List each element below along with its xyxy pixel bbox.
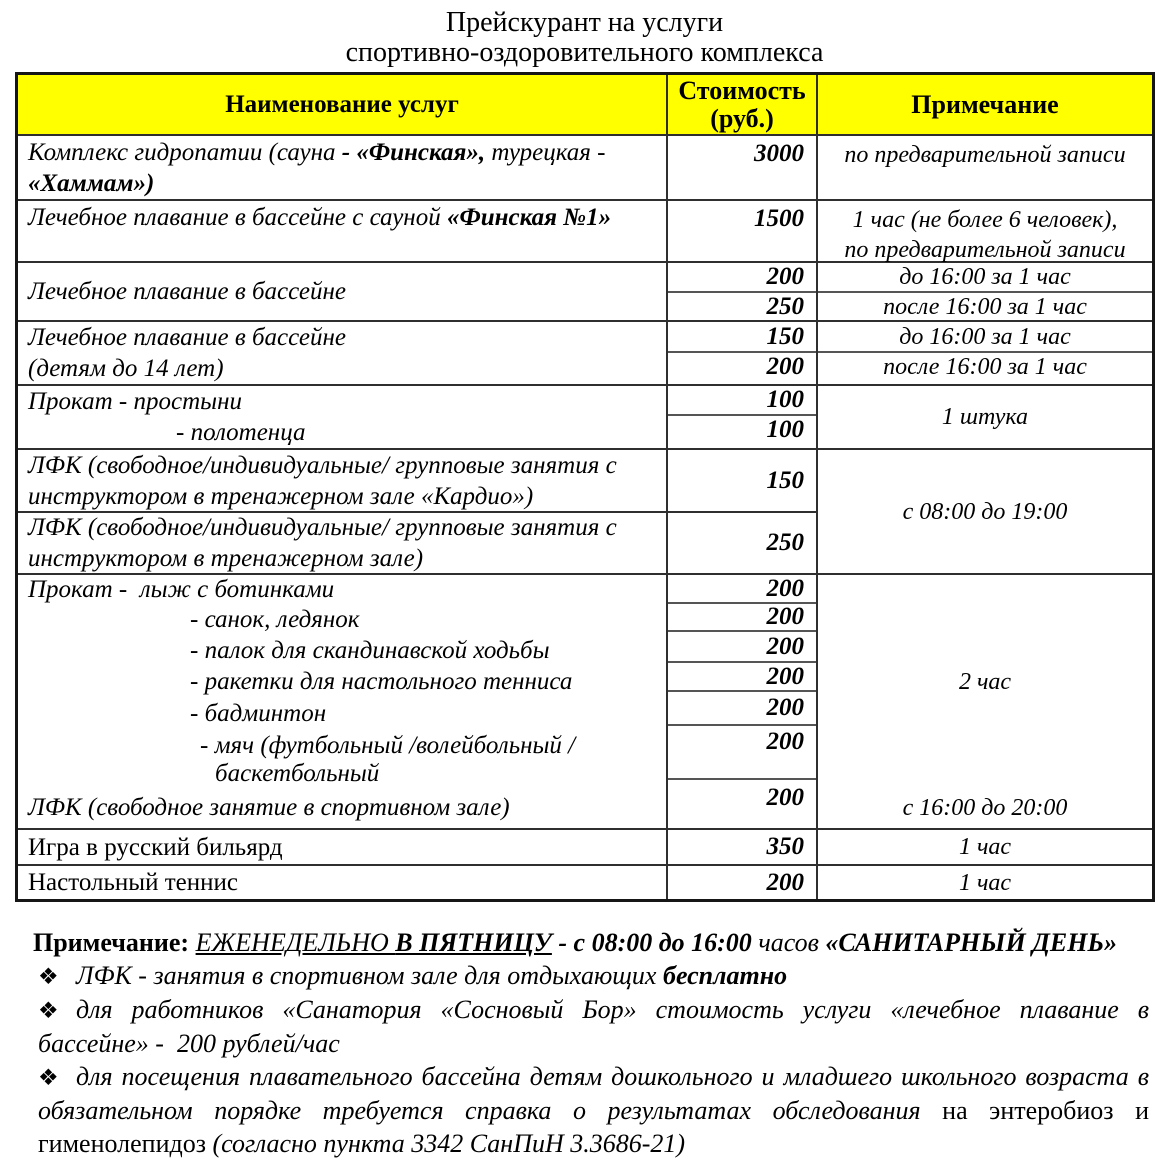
note-value: после 16:00 за 1 час [818, 291, 1152, 320]
service-name-column [18, 450, 668, 573]
price-value: 350 [766, 833, 804, 860]
diamond-bullet-icon: ❖ [38, 998, 59, 1023]
note-bullet-lfk-free: ❖ ЛФК - занятия в спортивном зале для отдыхающих бесплатно [33, 959, 1149, 993]
row-hydropathy-complex [18, 134, 1152, 199]
service-name-line1: Прокат - простыни [28, 388, 242, 415]
price-value: 200 [766, 574, 804, 602]
rental-item-sleds: - санок, ледянок [190, 605, 360, 633]
note-value: 1 час [958, 834, 1012, 860]
row-linen-rental [18, 384, 1152, 448]
note-value: после 16:00 за 1 час [818, 351, 1152, 381]
service-name: Настольный теннис [18, 866, 668, 899]
note-cell [818, 386, 1152, 448]
note-cell [818, 263, 1152, 320]
price-value: 100 [766, 386, 804, 413]
title-line-2: спортивно-оздоровительного комплекса [345, 37, 824, 68]
price-value: 200 [668, 778, 816, 816]
rental-item-badminton: - бадминтон [190, 700, 327, 727]
row-pool-swimming [18, 261, 1152, 320]
rental-item-skis: Прокат - лыж с ботинками [28, 576, 335, 603]
price-value: 200 [766, 868, 804, 896]
price-cell [668, 575, 818, 828]
service-name: Игра в русский бильярд [18, 830, 668, 864]
service-name-line2: (детям до 14 лет) [28, 355, 224, 382]
rental-item-tt-rackets: - ракетки для настольного тенниса [190, 667, 573, 695]
notes-section [33, 926, 1149, 1160]
row-billiards [18, 828, 1152, 864]
weekly-friday-underlined: ЕЖЕНЕДЕЛЬНО В ПЯТНИЦУ [195, 928, 552, 957]
service-name [18, 322, 668, 384]
price-cell [668, 450, 818, 573]
price-cell [668, 201, 818, 261]
price-cell [668, 263, 818, 320]
note-value: 1 час [958, 869, 1012, 896]
service-name-text: Лечебное плавание в бассейне с сауной «Финская №1» [28, 204, 612, 231]
price-value: 1500 [754, 205, 804, 232]
service-name-text: Комплекс гидропатии (сауна - «Финская», турецкая - «Хаммам») [28, 139, 606, 197]
price-value: 200 [668, 630, 816, 661]
note-bullet-children-certificate: ❖ для посещения плавательного бассейна детям дошкольного и младшего школьного возраста в обязательном порядке требуется справка о результатах обследования на энтеробиоз и гименолепидоз (согласно пункта 3342 СанПиН 3.3686-21) [38, 1062, 1150, 1158]
hours-word: часов [758, 928, 826, 957]
price-value: 200 [668, 724, 816, 778]
row-pool-with-sauna [18, 199, 1152, 261]
price-cell [668, 136, 818, 199]
diamond-bullet-icon: ❖ [38, 964, 59, 989]
price-value: 250 [668, 291, 816, 320]
header-price-line1: Стоимость [678, 75, 806, 105]
rental-item-nordic-poles: - палок для скандинавской ходьбы [190, 636, 550, 664]
row-table-tennis [18, 864, 1152, 899]
price-value: 200 [766, 263, 804, 290]
sanitary-day-label: «САНИТАРНЫЙ ДЕНЬ» [825, 928, 1117, 957]
note-cell [818, 450, 1152, 573]
service-name-gym: ЛФК (свободное/индивидуальные/ групповые занятия с инструктором в тренажерном зале) [18, 511, 666, 573]
header-note: Примечание [911, 89, 1059, 119]
price-cell [668, 322, 818, 384]
note-line-1: 1 час (не более 6 человек), [852, 207, 1118, 233]
price-value: 100 [668, 414, 816, 443]
price-value: 200 [668, 602, 816, 630]
price-cell [668, 830, 818, 864]
note-cell [818, 201, 1152, 261]
price-cell [668, 386, 818, 448]
note-value: 1 штука [941, 404, 1029, 430]
table-header-row [18, 75, 1152, 134]
sanitary-hours: - с 08:00 до 16:00 [551, 928, 759, 957]
service-name-line1: Лечебное плавание в бассейне [28, 324, 346, 351]
price-value: 200 [668, 661, 816, 690]
service-name-lfk-sport-hall: ЛФК (свободное занятие в спортивном зале) [28, 794, 510, 821]
price-value: 150 [766, 466, 804, 494]
service-name [18, 136, 668, 199]
note-line-2: по предварительной записи [844, 237, 1126, 263]
price-table [15, 72, 1155, 902]
note-value: до 16:00 за 1 час [899, 323, 1071, 350]
service-name-text: Лечебное плавание в бассейне [28, 278, 346, 305]
price-value: 200 [668, 690, 816, 724]
note-value: по предварительной записи [844, 142, 1126, 168]
price-cell [668, 866, 818, 899]
document-title [0, 0, 1169, 68]
note-bullet-staff-price: ❖ для работников «Санатория «Сосновый Бор» стоимость услуги «лечебное плавание в бассейне» - 200 рублей/час [38, 995, 1149, 1058]
note-cell [818, 575, 1152, 828]
note-cell [818, 830, 1152, 864]
service-name [18, 263, 668, 320]
service-name [18, 386, 668, 448]
diamond-bullet-icon: ❖ [38, 1065, 59, 1090]
rental-item-ball-line2: баскетбольный [215, 759, 380, 787]
rental-item-ball-line1: - мяч (футбольный /волейбольный / [200, 731, 576, 759]
service-name-line2: - полотенца [176, 419, 306, 446]
price-value: 250 [668, 511, 816, 573]
note-cell [818, 136, 1152, 199]
row-lfk-gym-block [18, 448, 1152, 573]
header-price-line2: (руб.) [710, 103, 774, 133]
notes-label: Примечание: [33, 928, 196, 957]
price-value: 200 [668, 351, 816, 381]
note-cell [818, 866, 1152, 899]
notes-heading [33, 926, 1149, 959]
price-value: 3000 [754, 140, 804, 167]
price-value: 150 [766, 322, 804, 350]
row-equipment-rental-block [18, 573, 1152, 828]
service-name [18, 201, 668, 261]
title-line-1: Прейскурант на услуги [445, 7, 724, 38]
note-cell [818, 322, 1152, 384]
note-value: до 16:00 за 1 час [899, 264, 1071, 290]
note-value-rental: 2 час [958, 668, 1012, 695]
service-name-column [18, 575, 668, 828]
note-value-lfk: с 16:00 до 20:00 [902, 795, 1068, 821]
service-name-cardio: ЛФК (свободное/индивидуальные/ групповые занятия с инструктором в тренажерном зале «Кардио») [28, 451, 617, 510]
note-value: с 08:00 до 19:00 [902, 498, 1068, 525]
header-service-name: Наименование услуг [18, 75, 668, 134]
row-pool-swimming-children [18, 320, 1152, 384]
header-price [668, 75, 818, 134]
